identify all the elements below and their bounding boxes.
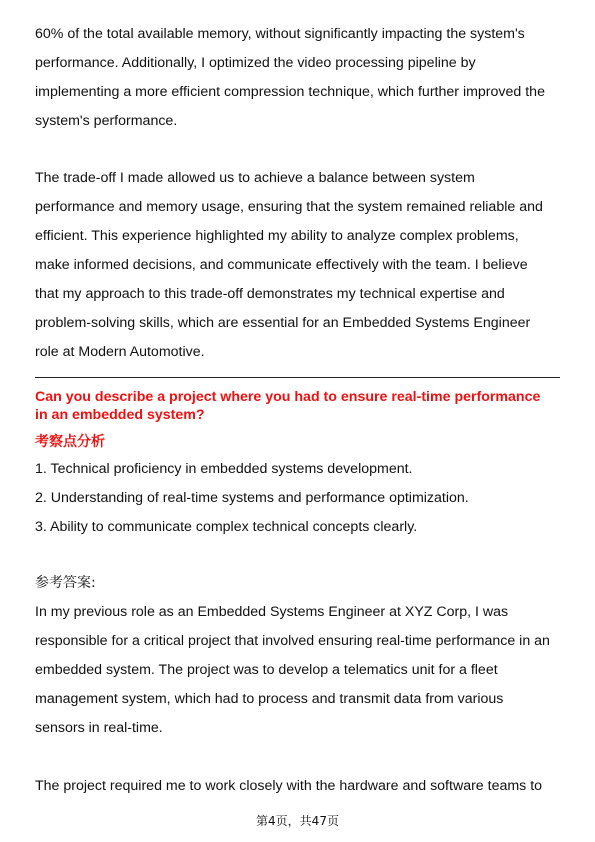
text-line: system's performance. [35, 113, 178, 129]
text-line: performance and memory usage, ensuring that the system remained reliable and [35, 199, 543, 215]
list-item: 2. Understanding of real-time systems and performance optimization. [35, 490, 469, 506]
question-line: in an embedded system? [35, 407, 205, 423]
text-line: that my approach to this trade-off demonstrates my technical expertise and [35, 286, 505, 302]
text-line: make informed decisions, and communicate effectively with the team. I believe [35, 257, 528, 273]
text-line: efficient. This experience highlighted my ability to analyze complex problems, [35, 228, 519, 244]
paragraph-trade-off [35, 164, 565, 367]
analysis-heading: 考察点分析 [35, 434, 105, 450]
interview-question [35, 388, 565, 424]
section-divider [35, 377, 560, 378]
list-item: 1. Technical proficiency in embedded systems development. [35, 461, 413, 477]
text-line: management system, which had to process and transmit data from various [35, 691, 504, 707]
page-number-footer: 第4页，共47页 [256, 814, 339, 828]
paragraph-teams [35, 772, 565, 801]
text-line: sensors in real-time. [35, 720, 163, 736]
text-line: embedded system. The project was to develop a telematics unit for a fleet [35, 662, 498, 678]
text-line: In my previous role as an Embedded Systems Engineer at XYZ Corp, I was [35, 604, 509, 620]
text-line: The project required me to work closely with the hardware and software teams to [35, 778, 543, 794]
text-line: responsible for a critical project that involved ensuring real-time performance in an [35, 633, 550, 649]
question-line: Can you describe a project where you had to ensure real-time performance [35, 389, 541, 405]
list-item: 3. Ability to communicate complex technical concepts clearly. [35, 519, 418, 535]
analysis-list [35, 455, 469, 542]
text-line: performance. Additionally, I optimized the video processing pipeline by [35, 55, 476, 71]
answer-heading: 参考答案: [35, 575, 96, 591]
text-line: problem-solving skills, which are essential for an Embedded Systems Engineer [35, 315, 531, 331]
text-line: 60% of the total available memory, without significantly impacting the system's [35, 26, 525, 42]
text-line: The trade-off I made allowed us to achieve a balance between system [35, 170, 475, 186]
paragraph-telematics-project [35, 598, 565, 743]
text-line: implementing a more efficient compression technique, which further improved the [35, 84, 545, 100]
paragraph-memory-optimization [35, 20, 565, 136]
text-line: role at Modern Automotive. [35, 344, 205, 360]
